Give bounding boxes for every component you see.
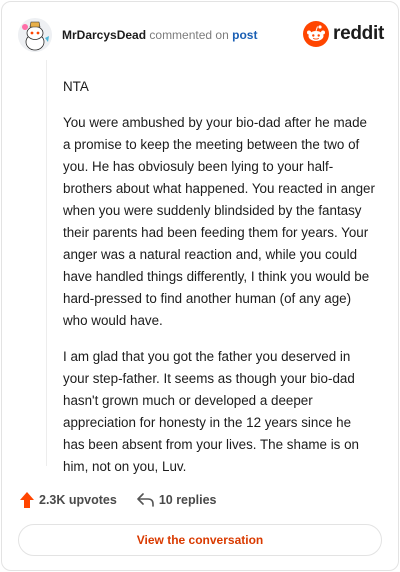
comment-body [63,76,375,492]
post-link[interactable]: post [232,28,258,42]
upvote-arrow-icon [20,492,34,508]
snoo-avatar-icon[interactable] [18,18,52,52]
comment-thread-line [46,60,375,474]
reddit-brand[interactable] [303,20,384,48]
view-conversation-button[interactable]: View the conversation [18,524,382,556]
reply-arrow-icon [137,493,154,507]
comment-card [1,1,399,571]
comment-paragraph: You were ambushed by your bio-dad after he made a promise to keep the meeting between the two of you. He has obviosuly been lying to your half-brothers about what happened. You reacted in anger when you were suddenly blindsided by the fantasy their parents had been feeding them for years. Your anger was a natural reaction and, while you could have handled things differently, I think you would be hard-pressed to find another human (of any age) who would have. [63,115,375,328]
reddit-logo-icon [303,21,329,47]
upvote-count: 2.3K upvotes [39,493,117,507]
commented-on-text: commented on [149,28,229,42]
comment-footer [20,490,217,510]
comment-paragraph: NTA [63,79,89,94]
username-link[interactable]: MrDarcysDead [62,28,147,42]
reply-count: 10 replies [158,493,217,507]
comment-header [18,18,384,52]
comment-paragraph: I am glad that you got the father you deserved in your step-father. It seems as though your bio-dad hasn't grown much or developed a deeper appreciation for honesty in the 12 years since he has been absent from your lives. The shame is on him, not on you, Luv. [63,349,359,474]
reply-stat[interactable] [137,493,217,507]
comment-meta [62,28,257,42]
reddit-wordmark: reddit [333,23,384,44]
upvote-stat[interactable] [20,492,117,508]
